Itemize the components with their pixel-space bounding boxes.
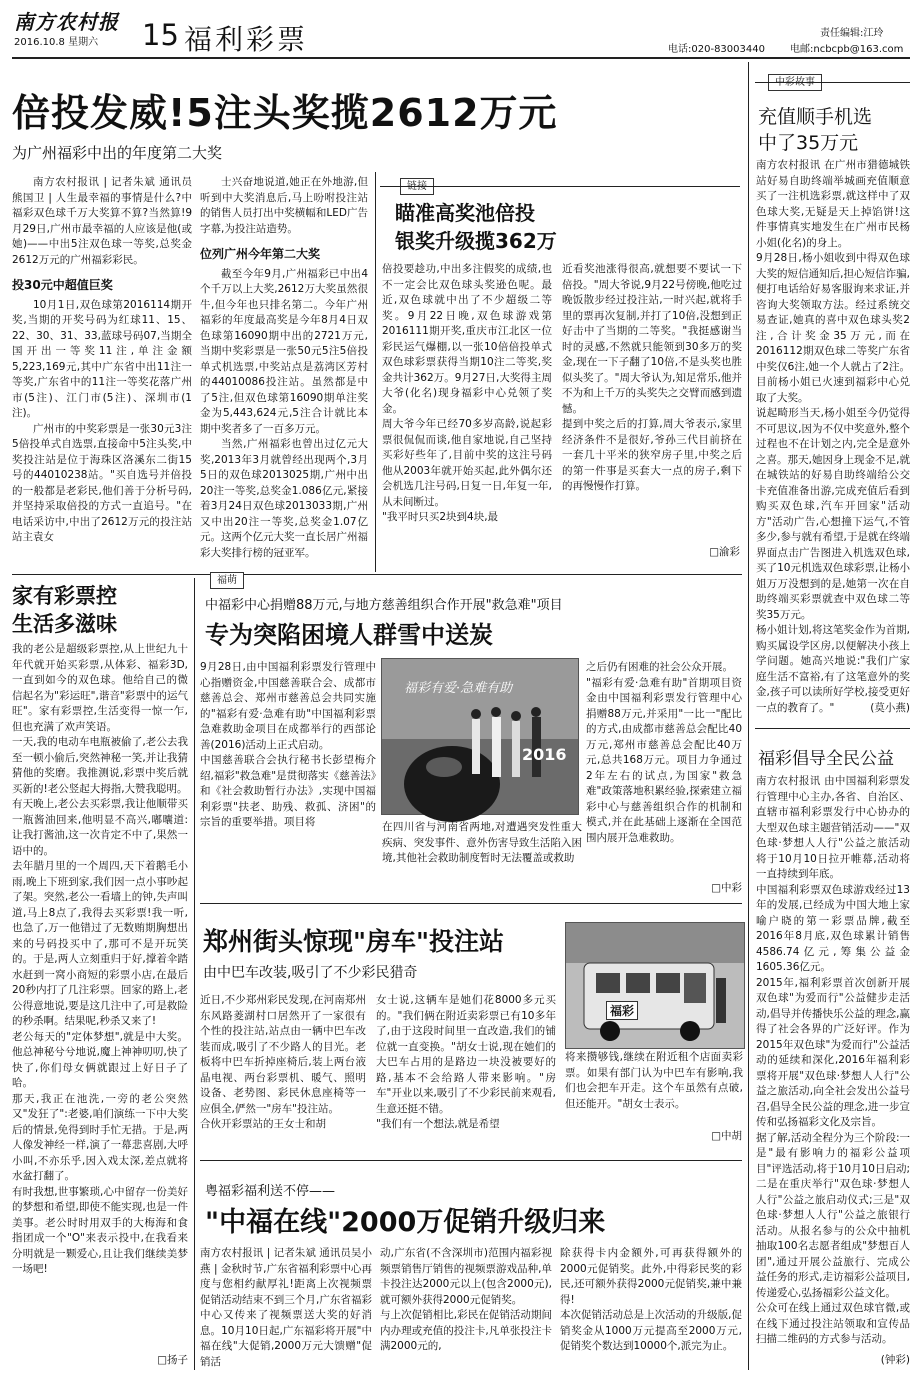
story-title-2: 生活多滋味	[12, 612, 117, 636]
main-lead-paragraph: 南方农村报讯 | 记者朱斌 通讯员熊国卫 | 人生最幸福的事情是什么?中福彩双色球千万大奖算不算?当然算!9月29日,广州市最幸福的人应该是他(或她)——中出5注双色球一等奖,总奖金2612万元的广州福彩彩民。	[12, 176, 192, 266]
sidebar-story-author: (莫小燕)	[870, 702, 910, 714]
charity-author: □中彩	[711, 882, 742, 894]
section-rule	[200, 903, 742, 904]
section-rule	[200, 1160, 742, 1161]
promo-headline: "中福在线"2000万促销升级归来	[205, 1207, 606, 1238]
charity-kicker: 中福彩中心捐赠88万元,与地方慈善组织合作开展"救急难"项目	[205, 598, 563, 613]
contact-email: 电邮:ncbcpb@163.com	[790, 44, 904, 55]
header-rule	[12, 57, 910, 59]
main-paragraph: 广州市的中奖彩票是一张30元3注5倍投单式自选票,直接命中5注头奖,中奖投注站是位于海珠区洛溪东二街15号的44010238站。"买自选号并倍投的一般都是老彩民,他们善于分析号码,并坚持采取倍投的方式一直追号。"在电话采访中,中出了2612万元的投注站站主袁女	[12, 422, 192, 543]
main-subhead-1: 投30元中超值巨奖	[12, 278, 113, 292]
charity-column-2: 在四川省与河南省两地,对遭遇突发性重大疾病、突发事件、意外伤害导致生活陷入困境,其他社会救助制度暂时无法覆盖或救助	[382, 821, 582, 864]
main-column-1	[12, 175, 192, 575]
page-number: 15	[142, 18, 179, 52]
bus-headline: 郑州街头惊现"房车"投注站	[203, 927, 505, 956]
main-subheadline: 为广州福彩中出的年度第二大奖	[12, 144, 223, 162]
sidebar-rule	[755, 82, 910, 83]
story-body: 我的老公是超级彩票控,从上世纪九十年代就开始买彩票,从体彩、福彩3D,一直到如今的双色球。他给自己的微信起名为"彩运旺",谐音"彩票中的运气旺"。家有彩票控,生活变得一惊一乍,但也充满了欢声笑语。 一天,我的电动车电瓶被偷了,老公去我至一顿小偷后,突然神秘一笑,并让我猜猜他的奖磨。我推测说,彩票中奖后就买新的!老公竖起大拇指,大赞我聪明。 有天晚上,老公去买彩票,我让他顺带买一瓶酱油回来,他明显不高兴,嘟囔道:让我打酱油,这一次肯定不中了,果然一语中的。 去年腊月里的一个周四,天下着鹅毛小雨,晚上下班到家,我们因一点小事吵起了架。突然,老公一看墙上的钟,失声叫道,马上8点了,我得去买彩票!我一听,也急了,万一他错过了无数贿期胸想出来的号码投买中了,那可不是开玩笑的。于是,两人立刻重归于好,撑着伞踏水赶到一窝小商短的彩票小店,在最后20秒内打了几注彩票。回家的路上,老公得意地说,要是这几注中了,可是救险的秒杀啊。结果呢,秒杀又来了! 老公每天的"定体梦想",就是中大奖。他总神秘兮兮地说,魔上神神叨叨,快了快了,你们母女俩就跟过上好日子了哈。 那天,我正在池洗,一旁的老公突然又"发狂了":老婆,咱们演练一下中大奖后的情景,免得到时手忙无措。于是,两人像发神经一样,演了一幕悲喜剧,大呼小叫,不亦乐乎,因入戏太深,差点就将水盆打翻了。 有时我想,世事繁琐,心中留存一份美好的梦想和希望,即使不能实现,也是一件美事。老公时时用双手的大梅海和食指团成一个"O"来表示投中,在我看来分明就是一颗爱心,且让我们继续美梦一场吧!	[12, 643, 188, 1275]
main-paragraph: 士兴奋地说道,她正在外地游,但听到中大奖消息后,马上吩咐投注站的销售人员打出中奖横幅和LED广告字幕,为投注站造势。	[200, 176, 368, 235]
link-title-1: 瞄准高奖池倍投	[395, 201, 535, 225]
link-column-1: 倍投要趁功,中出多注假奖的成绩,也不一定会比双色球头奖逊色呢。最近,双色球就中出了不少超级二等奖。9月22日晚,双色球游戏第2016111期开奖,重庆市江北区一位彩民运气爆棚,以一张10倍倍投单式双色球彩票获得当期10注二等奖,奖金共计362万。9月27日,大奖得主周大爷(化名)现身福彩中心兑领了奖金。 周大爷今年已经70多岁高龄,说起彩票很侃侃而谈,他自家地说,自己坚持买彩好些年了,目前中奖的这注号码他从2003年就开始买起,此外偶尔还会机选几注号码,日复一日,年复一年,从未间断过。 "我平时只买2块到4块,最	[382, 263, 552, 523]
charity-headline: 专为突陷困境人群雪中送炭	[205, 621, 493, 649]
sidebar-story-title-2: 中了35万元	[758, 132, 859, 154]
main-column-2	[200, 175, 368, 575]
sidebar-story-title-1: 充值顺手机选	[758, 106, 873, 128]
section-rule	[12, 574, 742, 575]
sidebar-ad-author: (钟彩)	[880, 1354, 910, 1366]
charity-tag: 福萌	[210, 572, 244, 589]
story-divider	[194, 578, 195, 1370]
main-headline: 倍投发威!5注头奖揽2612万元	[12, 91, 558, 135]
promo-column-2: 动,广东省(不含深圳市)范围内福彩视频票销售厅销售的视频票游戏品种,单卡投注达2000元以上(包含2000元),就可额外获得2000元促销奖。 与上次促销相比,彩民在促销活动期间内办理或充值的投注卡,凡单张投注卡满2000元的,	[380, 1247, 552, 1352]
sidebar-story-body: 南方农村报讯 在广州市猎德城铁站好易自助终端举城画充值顺意买了一注机选彩票,就这样中了双色球大奖,无疑是天上掉馅饼!这件事情真实地发生在广州市民杨小姐(化名)的身上。 9月28日,杨小姐收到中得双色球大奖的短信通知后,担心短信诈骗,便打电话给好易客服询来求证,并咨询大奖领取方法。经过系统交易查证,她真的喜中双色球头奖2注,合计奖金35万元,而在2016112期双色球二等奖广东省中奖仅6注,她一个人就占了2注。目前杨小姐已火速到福彩中心兑取了大奖。 说起畸形当天,杨小姐至今仍觉得不可思议,因为不仅中奖意外,整个过程也不在计划之内,完全是意外之喜。那天,她因身上现金不足,就在城铁站的好易自助终端给公交卡充值准备出游,完成充值后看到购买双色球,汽车开回家"活动方"活动广告,心想撞下运气,不管多少,参与就有希望,于是就在终端界面点击广告图进入机选双色球,买了10元机选双色球彩票,让杨小姐万万没想到的是,她第一次在自助终端买彩票就查中双色球二等奖35万元。 杨小姐计划,将这笔奖金作为首期,购买属设学区房,以便解决小孩上学问题。她高兴地说:"我们广家庭生活不富裕,有了这笔意外的奖金,孩子可以读所好学校,接受更好一点的教育了。"	[756, 159, 910, 714]
charity-photo	[381, 658, 579, 815]
story-author: □扬子	[157, 1354, 188, 1366]
issue-date: 2016.10.8 星期六	[14, 37, 99, 48]
sidebar-rule	[755, 728, 910, 729]
editor-credit: 责任编辑:江玲	[820, 28, 884, 39]
bus-photo	[565, 922, 745, 1049]
link-divider	[375, 172, 376, 572]
section-name: 福利彩票	[184, 23, 309, 56]
promo-kicker: 粤福彩福利送不停——	[205, 1184, 336, 1199]
promo-column-3: 除获得卡内金额外,可再获得额外的2000元促销奖。此外,中得彩民奖的彩民,还可额外获得2000元促销奖,兼中兼得! 本次促销活动总是上次活动的升级版,促销奖金从1000万元提高至2000万元,促销奖个数达到10000个,派完为止。	[560, 1247, 742, 1352]
sidebar-divider	[748, 62, 749, 1370]
masthead: 南方农村报	[14, 10, 119, 34]
story-title-1: 家有彩票控	[12, 584, 117, 608]
bus-photo-art	[566, 923, 744, 1048]
main-paragraph: 10月1日,双色球第2016114期开奖,当期的开奖号码为红球11、15、22、30、31、33,蓝球号码07,当期全国开出一等奖11注,单注金额5,223,169元,其中广东省中出11注一等奖,广东省中的11注一等奖花落广州市(5注)、江门市(5注)、深圳市(1注)。	[12, 298, 192, 419]
link-column-2: 近看奖池涨得很高,就想要不要试一下倍投。"周大爷说,9月22号傍晚,他吃过晚饭散步经过投注站,一时兴起,就将手里的票再次复制,并打了10倍,没想到正好击中了当期的二等奖。"我挺感谢当时的灵感,不然就只能领到30多万的奖金,现在一下子翻了10倍,不是头奖也胜似头奖了。"周大爷认为,知足常乐,他并不为和上千万的头奖失之交臂而感到遗憾。 提到中奖之后的打算,周大爷表示,家里经济条件不是很好,爷孙三代目前挤在一套几十平米的狭窄房子里,中奖之后的第一件事是买套大一点的房子,剩下的再慢慢作打算。	[562, 263, 742, 492]
bus-column-2: 女士说,这辆车是她们花8000多元买的。"我们俩在附近卖彩票已有10多年了,由于这段时间里一直改造,我们的铺位就一直变换。"胡女士说,现在她们的大巴车占用的是路边一块没被要好的路,基本不会给路人带来影响。"房车"开业以来,吸引了不少彩民前来观看,生意还挺不错。 "我们有一个想法,就是希望	[376, 994, 556, 1130]
bus-subheadline: 由中巴车改装,吸引了不少彩民猎奇	[203, 965, 418, 981]
main-paragraph: 截至今年9月,广州福彩已中出4个千万以上大奖,2612万大奖虽然很牛,但今年也只排名第二。今年广州福彩的年度最高奖是今年8月4日双色球第16090期中出的2721万元,当期中奖彩票是一张50元5注5倍投单式机选票,中奖站点是荔湾区芳村的44010086投注站。虽然都是中了5注,但双色球第16090期单注奖金为5,443,624元,5注合计就比本期中奖者多了一百多万元。	[200, 267, 368, 435]
bus-author: □中胡	[711, 1130, 742, 1142]
sidebar-ad-body: 南方农村报讯 由中国福利彩票发行管理中心主办,各省、自治区、直辖市福利彩票发行中心协办的大型双色球主题营销活动——"双色球·梦想人人行"公益之旅活动将于10月10日拉开帷幕,活动将一直持续到年底。 中国福利彩票双色球游戏经过13年的发展,已经成为中国大地上家喻户晓的第一彩票品牌,截至2016年8月底,双色球累计销售4586.74亿元,筹集公益金1605.36亿元。 2015年,福利彩票首次创新开展双色球"为爱而行"公益健步走活动,倡导并传播快乐公益的理念,赢得了社会各界的广泛好评。作为2015年双色球"为爱而行"公益活动的延续和深化,2016年福利彩票将开展"双色球·梦想人人行"公益之旅活动,向全社会发出公益号召,倡导全民公益的理念,进一步宣传和弘扬福彩文化及宗旨。 据了解,活动全程分为三个阶段:一是"最有影响力的福彩公益项目"评选活动,将于10月10日启动;二是在重庆举行"双色球·梦想人人行"公益之旅启动仪式;三是"双色球·梦想人人行"公益之旅银行活动。从报名参与的公众中抽机抽取100名志愿者组成"梦想百人团",通过开展公益旅行、完成公益任务的形式,走访福彩公益项目,传递爱心,弘扬福彩公益文化。 公众可在线上通过双色球官微,或在线下通过投注站领取和宣传品扫描二维码的方式参与活动。	[756, 775, 910, 1345]
charity-column-1: 9月28日,由中国福利彩票发行管理中心指赠资金,中国慈善联合会、成都市慈善总会、郑州市慈善总会共同实施的"福彩有爱·急难有助"中国福利彩票急难救助金项目在成都举行的西部论善(2016)活动上正式启动。 中国慈善联合会执行秘书长彭望梅介绍,福彩"救急难"是贯彻落实《慈善法》和《社会救助暂行办法》,实现中国福利彩票"扶老、助残、救孤、济困"的宗旨的重要举措。项目将	[200, 661, 376, 828]
bus-sign: 福彩	[606, 1001, 638, 1020]
link-title-2: 银奖升级揽362万	[395, 229, 557, 253]
link-author: □渝彩	[709, 546, 740, 558]
bus-column-3: 将来攒够钱,继续在附近租个店面卖彩票。如果有部门认为中巴车有影响,我们也会把车开走。这个车虽然有点破,但还能开。"胡女士表示。	[565, 1051, 743, 1110]
bus-column-1: 近日,不少郑州彩民发现,在河南郑州东风路菱湖村口居然开了一家很有个性的投注站,站点由一辆中巴车改装而成,吸引了不少路人的目光。老板将中巴车折掉座椅后,装上两台液晶电视、两台彩票机、暖气、照明设备、老势图、彩民休息座椅等一应俱全,俨然一"房车"投注站。 合伙开彩票站的王女士和胡	[200, 994, 366, 1130]
main-paragraph: 当然,广州福彩也曾出过亿元大奖,2013年3月就曾经出现两个,3月5日的双色球2013025期,广州中出20注一等奖,总奖金1.086亿元,紧接着3月24日双色球2013033期,广州又中出20注一等奖,总奖金1.07亿元。这两个亿元大奖一直长居广州福彩大奖排行榜的冠亚军。	[200, 438, 368, 559]
main-subhead-2: 位列广州今年第二大奖	[200, 247, 321, 261]
charity-column-3: 之后仍有困难的社会公众开展。 "福彩有爱·急难有助"首期项目资金由中国福利彩票发行管理中心捐赠88万元,并采用"一比一"配比的方式,由成都市慈善总会配比40万元,郑州市慈善总会配比40万元,总共168万元。项目力争通过2年左右的试点,为国家"救急难"政策落地积累经验,探索建立福彩中心与慈善组织合作的机制和模式,并在此基础上逐渐在全国范围内展开急难救助。	[586, 661, 742, 844]
charity-photo-banner: 福彩有爱·急难有助	[404, 681, 513, 696]
sidebar-ad-title: 福彩倡导全民公益	[758, 749, 894, 769]
link-rule	[380, 186, 740, 187]
charity-photo-year: 2016	[522, 745, 567, 764]
contact-phone: 电话:020-83003440	[668, 44, 765, 55]
promo-column-1: 南方农村报讯 | 记者朱斌 通讯员吴小燕 | 金秋时节,广东省福利彩票中心再度与您相约献厚礼!距离上次视频票促销活动结束不到三个月,广东省福彩中心又传来了视频票送大奖的好消息。10月10日起,广东福彩将开展"中福在线"大促销,2000万元大馈赠"促销活	[200, 1247, 372, 1368]
